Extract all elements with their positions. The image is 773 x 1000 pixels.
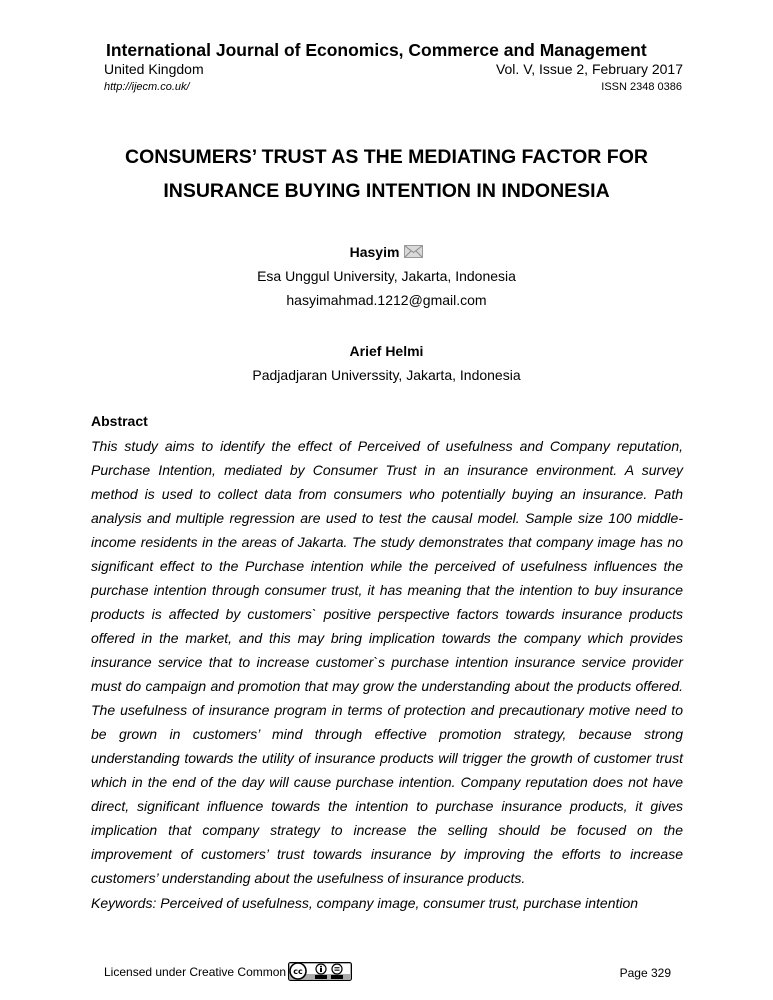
author-affiliation: Esa Unggul University, Jakarta, Indonesia — [257, 268, 516, 284]
page-number: Page 329 — [619, 966, 671, 980]
journal-issn: ISSN 2348 0386 — [601, 81, 682, 93]
author-name: Arief Helmi — [349, 343, 424, 359]
abstract-text: This study aims to identify the effect of Perceived of usefulness and Company reputation, Purchase Intention, mediated by Consumer Trust in an insurance environment. A survey method is used to collect data from consumers who potentially buying an insurance. Path analysis and multiple regression are used to test the causal model. Sample size 100 middle-income residents in the areas of Jakarta. The study demonstrates that company image has no significant effect to the Purchase intention while the perceived of usefulness influences the purchase intention through consumer trust, it has meaning that the intention to buy insurance products is affected by customers` positive perspective factors towards insurance products offered in the market, and this may bring implication towards the company which provides insurance service that to increase customer`s purchase intention insurance service provider must do campaign and promotion that may grow the understanding about the products offered. The usefulness of insurance program in terms of protection and precautionary motive need to be grown in customers’ mind through effective promotion strategy, because strong understanding towards the utility of insurance products will trigger the growth of customer trust which in the end of the day will cause purchase intention. Company reputation does not have direct, significant influence towards the intention to purchase insurance products, it gives implication that company strategy to increase the selling should be focused on the improvement of customers’ trust towards insurance by improving the efforts to increase customers’ understanding about the usefulness of insurance products. — [91, 438, 683, 886]
abstract-heading: Abstract — [91, 413, 148, 429]
license-text: Licensed under Creative Common — [104, 964, 287, 979]
journal-volume-issue: Vol. V, Issue 2, February 2017 — [495, 61, 683, 77]
author-affiliation: Padjadjaran Universsity, Jakarta, Indonesia — [252, 367, 521, 383]
author-email[interactable]: hasyimahmad.1212@gmail.com — [286, 292, 487, 308]
author-block-1 — [90, 240, 683, 312]
footer-license — [104, 962, 352, 981]
envelope-icon[interactable] — [404, 245, 423, 258]
keywords: Keywords: Perceived of usefulness, company image, consumer trust, purchase intention — [91, 895, 639, 911]
author-block-2 — [90, 339, 683, 387]
journal-country: United Kingdom — [104, 61, 204, 77]
author-name: Hasyim — [349, 244, 400, 260]
paper-title-line-2: INSURANCE BUYING INTENTION IN INDONESIA — [163, 180, 610, 202]
creative-commons-by-nd-icon[interactable] — [288, 962, 352, 981]
paper-title-line-1: CONSUMERS’ TRUST AS THE MEDIATING FACTOR FOR — [125, 146, 648, 168]
journal-title: International Journal of Economics, Commerce and Management — [106, 40, 647, 60]
svg-text:cc: cc — [293, 967, 303, 976]
paper-title — [80, 140, 693, 208]
journal-url[interactable]: http://ijecm.co.uk/ — [104, 81, 190, 93]
